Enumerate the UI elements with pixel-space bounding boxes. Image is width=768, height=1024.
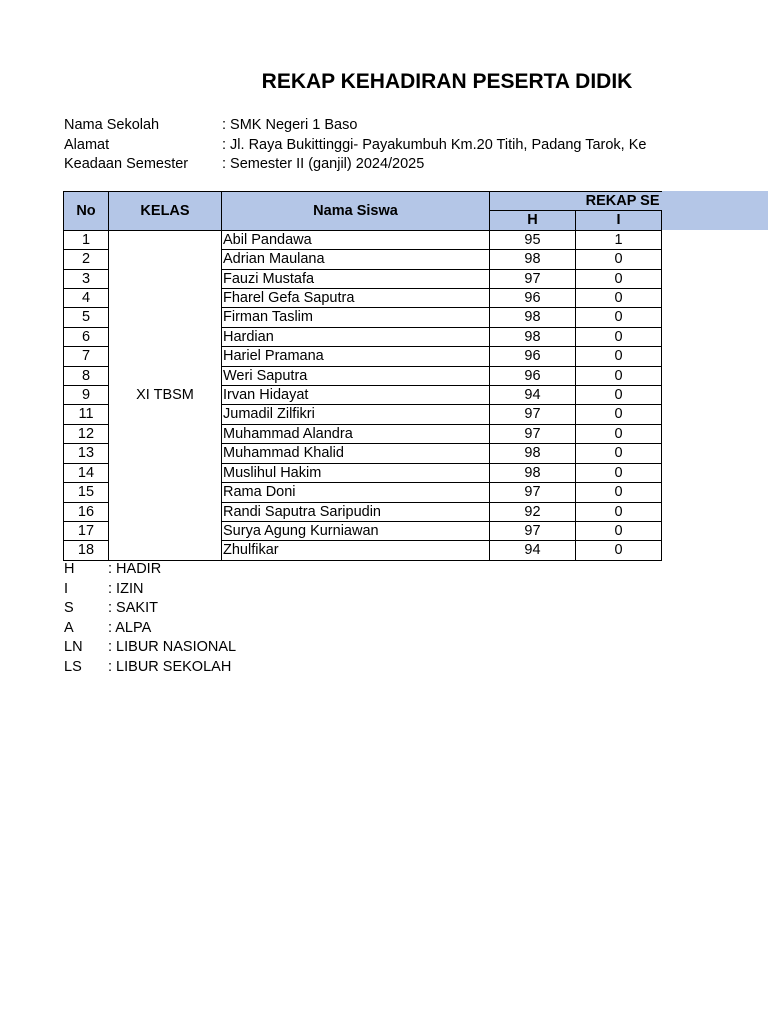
cell-no: 8 [64,366,109,385]
cell-no: 11 [64,405,109,424]
cell-nama: Adrian Maulana [222,250,490,269]
cell-no: 14 [64,463,109,482]
cell-no: 4 [64,289,109,308]
cell-nama: Zhulfikar [222,541,490,560]
legend-desc: : IZIN [108,580,144,597]
cell-i: 0 [576,308,662,327]
legend-desc: : LIBUR NASIONAL [108,639,237,655]
info-label: Alamat [64,136,110,153]
legend-code: H [64,561,75,577]
cell-i: 0 [576,541,662,560]
cell-h: 92 [490,502,576,521]
cell-i: 0 [576,366,662,385]
legend-code: LS [64,658,82,675]
cell-nama: Muslihul Hakim [222,463,490,482]
header-h: H [490,211,576,230]
cell-h: 97 [490,424,576,443]
cell-i: 0 [576,250,662,269]
cell-nama: Abil Pandawa [222,230,490,249]
attendance-table [63,191,662,561]
cell-h: 96 [490,366,576,385]
legend-desc: : HADIR [108,561,162,577]
cell-no: 5 [64,308,109,327]
cell-nama: Hariel Pramana [222,347,490,366]
cell-h: 98 [490,444,576,463]
table-row [64,230,662,249]
info-value: : Semester II (ganjil) 2024/2025 [222,156,425,172]
header-nama-siswa: Nama Siswa [222,192,490,231]
cell-i: 0 [576,521,662,540]
info-label: Nama Sekolah [64,117,160,133]
cell-i: 0 [576,269,662,288]
legend-code: A [64,619,74,636]
cell-no: 1 [64,230,109,249]
cell-h: 94 [490,386,576,405]
cell-i: 0 [576,463,662,482]
info-value: : SMK Negeri 1 Baso [222,117,358,133]
cell-no: 13 [64,444,109,463]
cell-h: 95 [490,230,576,249]
cell-no: 6 [64,327,109,346]
legend-desc: : ALPA [108,619,152,636]
cell-nama: Fharel Gefa Saputra [222,289,490,308]
cell-i: 0 [576,444,662,463]
header-rekap: REKAP SE [490,192,662,211]
cell-no: 3 [64,269,109,288]
legend-desc: : LIBUR SEKOLAH [108,658,232,675]
cell-h: 96 [490,289,576,308]
cell-h: 98 [490,463,576,482]
cell-i: 0 [576,386,662,405]
legend-code: I [64,580,69,597]
cell-no: 12 [64,424,109,443]
table-header-row [64,192,662,211]
cell-nama: Surya Agung Kurniawan [222,521,490,540]
cell-nama: Muhammad Khalid [222,444,490,463]
cell-nama: Randi Saputra Saripudin [222,502,490,521]
cell-i: 0 [576,347,662,366]
cell-nama: Firman Taslim [222,308,490,327]
cell-i: 0 [576,502,662,521]
cell-h: 97 [490,483,576,502]
cell-h: 97 [490,269,576,288]
cell-no: 2 [64,250,109,269]
cell-nama: Fauzi Mustafa [222,269,490,288]
cell-nama: Hardian [222,327,490,346]
cell-no: 7 [64,347,109,366]
cell-h: 97 [490,521,576,540]
cell-h: 96 [490,347,576,366]
header-no: No [64,192,109,231]
cell-i: 0 [576,483,662,502]
cell-nama: Muhammad Alandra [222,424,490,443]
cell-i: 0 [576,289,662,308]
cell-i: 1 [576,230,662,249]
info-value: : Jl. Raya Bukittinggi- Payakumbuh Km.20 Titih, Padang Tarok, Ke [222,136,647,153]
legend-desc: : SAKIT [108,600,158,616]
cell-nama: Irvan Hidayat [222,386,490,405]
cell-no: 18 [64,541,109,560]
header-i: I [576,211,662,230]
rekap-header-overflow [661,191,768,230]
cell-h: 98 [490,327,576,346]
header-kelas: KELAS [109,192,222,231]
cell-h: 97 [490,405,576,424]
cell-i: 0 [576,405,662,424]
cell-no: 9 [64,386,109,405]
cell-no: 17 [64,521,109,540]
cell-h: 98 [490,308,576,327]
cell-nama: Weri Saputra [222,366,490,385]
cell-nama: Rama Doni [222,483,490,502]
info-label: Keadaan Semester [64,156,189,172]
legend-code: LN [64,639,83,655]
cell-h: 98 [490,250,576,269]
cell-kelas: XI TBSM [109,230,222,560]
cell-i: 0 [576,424,662,443]
page-title: REKAP KEHADIRAN PESERTA DIDIK [261,70,633,93]
cell-no: 16 [64,502,109,521]
cell-i: 0 [576,327,662,346]
cell-h: 94 [490,541,576,560]
cell-nama: Jumadil Zilfikri [222,405,490,424]
legend-code: S [64,600,74,616]
cell-no: 15 [64,483,109,502]
